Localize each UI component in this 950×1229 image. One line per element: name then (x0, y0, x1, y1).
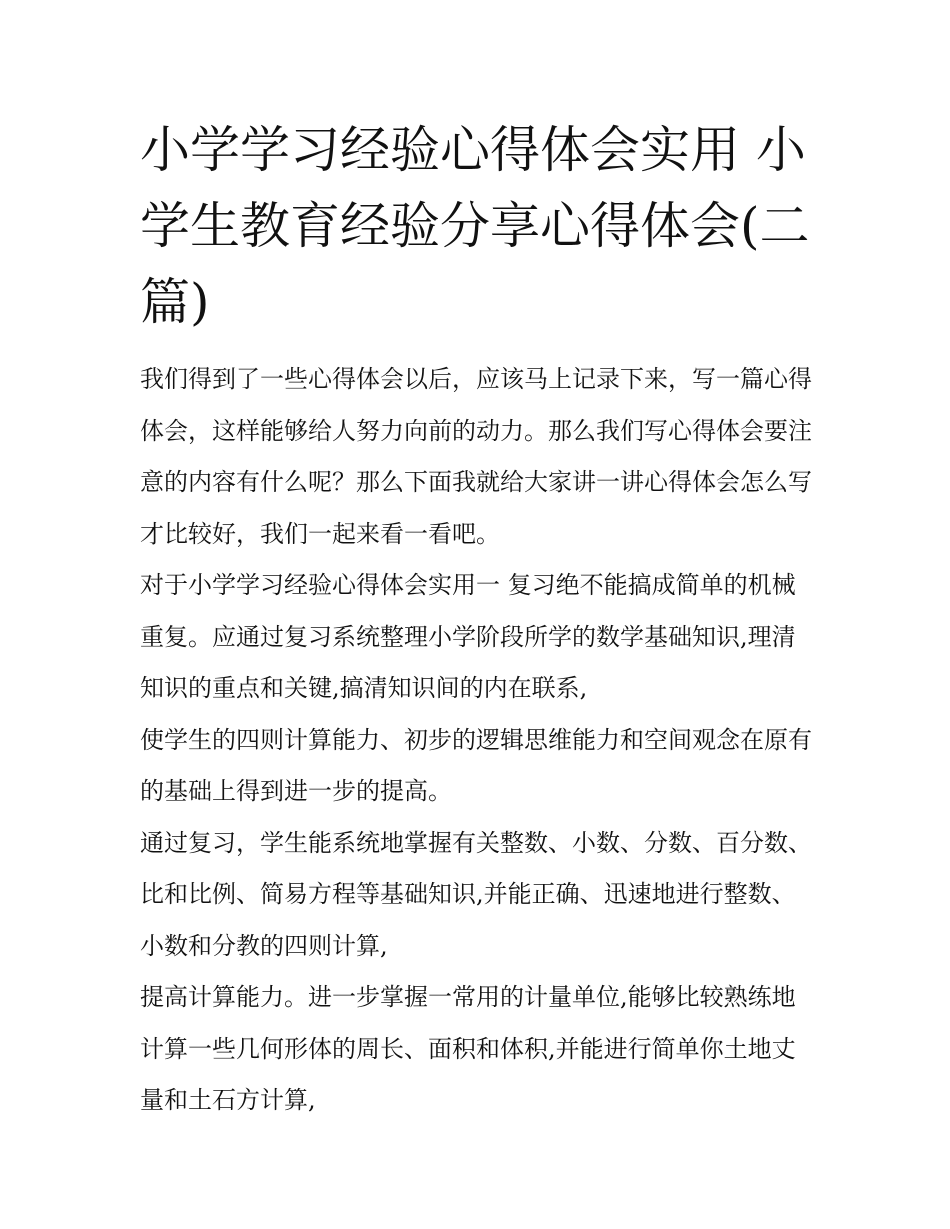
paragraph-abilities: 使学生的四则计算能力、初步的逻辑思维能力和空间观念在原有的基础上得到进一步的提高。 (140, 725, 812, 805)
paragraph-knowledge: 通过复习，学生能系统地掌握有关整数、小数、分数、百分数、比和比例、简易方程等基础知识,并能正确、迅速地进行整数、小数和分教的四则计算, (140, 828, 812, 960)
paragraph-intro: 我们得到了一些心得体会以后，应该马上记录下来，写一篇心得体会，这样能够给人努力向前的动力。那么我们写心得体会要注意的内容有什么呢？那么下面我就给大家讲一讲心得体会怎么写才比较好，我们一起来看一看吧。 (140, 365, 812, 548)
paragraph-calculation: 提高计算能力。进一步掌握一常用的计量单位,能够比较熟练地计算一些几何形体的周长、面积和体积,并能进行简单你土地丈量和土石方计算, (140, 983, 796, 1114)
document-body (140, 112, 812, 1127)
document-title: 小学学习经验心得体会实用 小学生教育经验分享心得体会(二篇) (140, 121, 810, 331)
paragraph-review: 对于小学学习经验心得体会实用一 复习绝不能搞成简单的机械重复。应通过复习系统整理小学阶段所学的数学基础知识,理清知识的重点和关键,搞清知识间的内在联系, (140, 571, 796, 702)
